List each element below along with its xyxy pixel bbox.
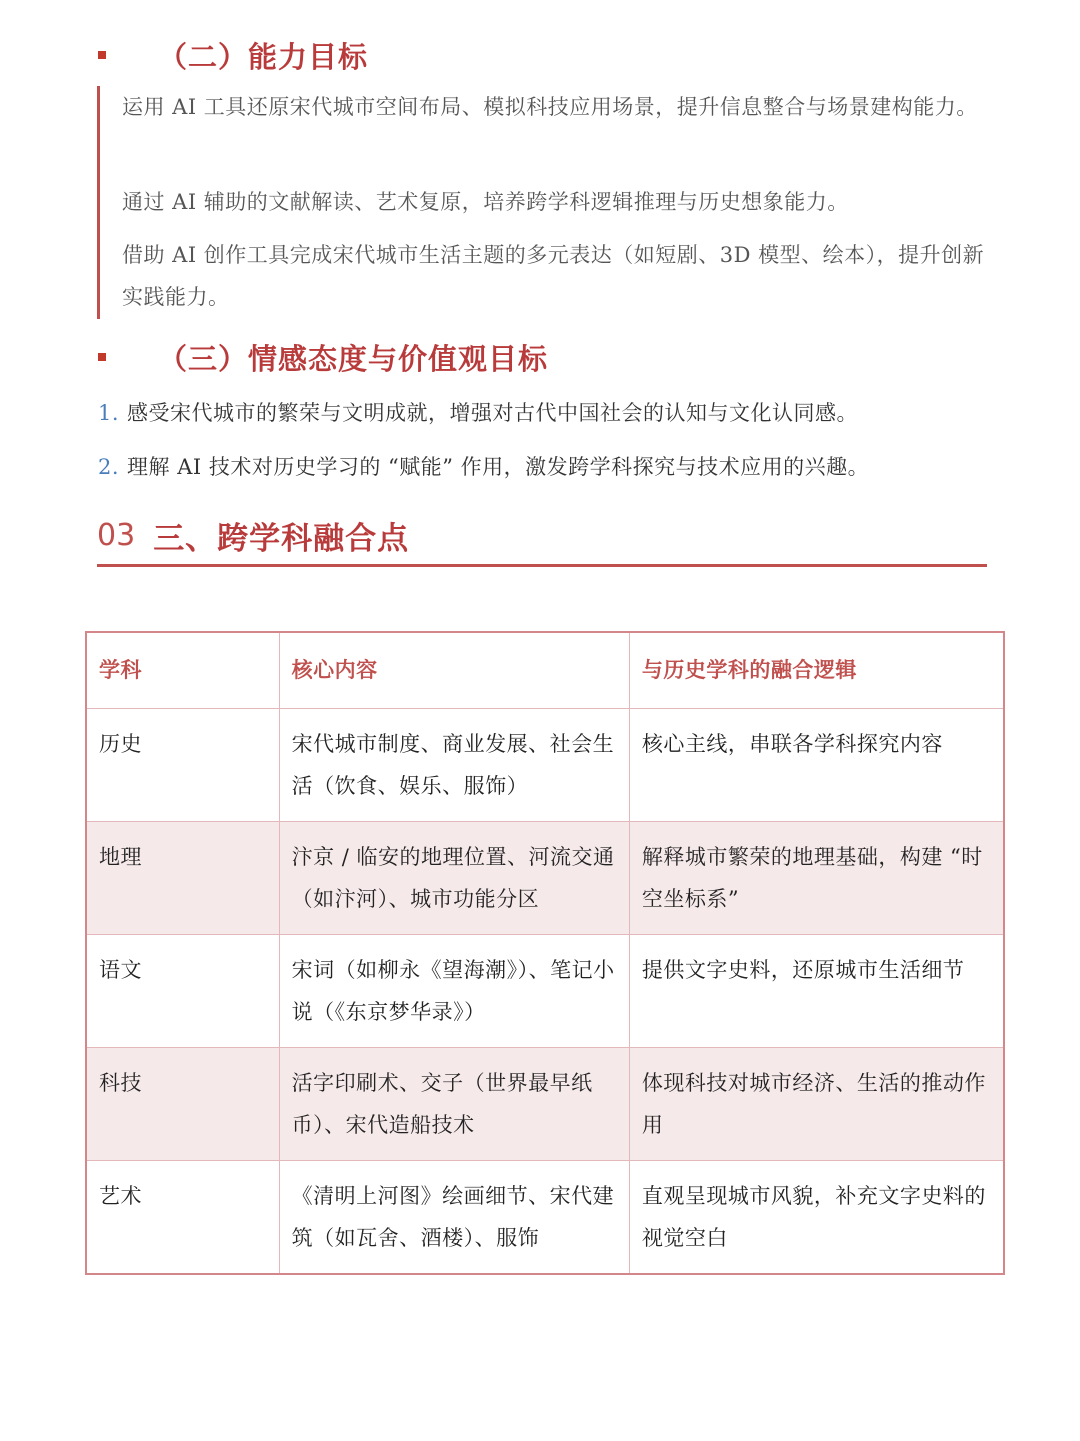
cell-subject: 语文 bbox=[86, 935, 279, 1048]
section-title: （二）能力目标 bbox=[158, 39, 369, 74]
section-heading-ability bbox=[98, 30, 368, 80]
table-row bbox=[86, 709, 1004, 822]
cell-fusion-logic: 体现科技对城市经济、生活的推动作用 bbox=[629, 1048, 1004, 1161]
table-header-row bbox=[86, 632, 1004, 709]
cell-subject: 艺术 bbox=[86, 1161, 279, 1275]
ability-paragraph: 运用 AI 工具还原宋代城市空间布局、模拟科技应用场景，提升信息整合与场景建构能力。 bbox=[122, 95, 978, 119]
table-row bbox=[86, 935, 1004, 1048]
cell-core-content: 《清明上河图》绘画细节、宋代建筑（如瓦舍、酒楼）、服饰 bbox=[279, 1161, 629, 1275]
chapter-title: 三、跨学科融合点 bbox=[153, 520, 410, 557]
cell-subject: 科技 bbox=[86, 1048, 279, 1161]
fusion-table bbox=[85, 631, 1005, 1275]
ability-paragraph: 借助 AI 创作工具完成宋代城市生活主题的多元表达（如短剧、3D 模型、绘本），提升创新实践能力。 bbox=[122, 243, 985, 309]
list-item-text: 理解 AI 技术对历史学习的 “赋能” 作用，激发跨学科探究与技术应用的兴趣。 bbox=[127, 455, 870, 479]
cell-fusion-logic: 解释城市繁荣的地理基础，构建 “时空坐标系” bbox=[629, 822, 1004, 935]
table-row bbox=[86, 1048, 1004, 1161]
list-item-text: 感受宋代城市的繁荣与文明成就，增强对古代中国社会的认知与文化认同感。 bbox=[127, 401, 859, 425]
table-row bbox=[86, 1161, 1004, 1275]
cell-fusion-logic: 提供文字史料，还原城市生活细节 bbox=[629, 935, 1004, 1048]
header-fusion-logic: 与历史学科的融合逻辑 bbox=[629, 632, 1004, 709]
cell-core-content: 宋代城市制度、商业发展、社会生活（饮食、娱乐、服饰） bbox=[279, 709, 629, 822]
list-item bbox=[98, 452, 998, 482]
section-title: （三）情感态度与价值观目标 bbox=[158, 341, 549, 376]
square-bullet-icon bbox=[98, 353, 106, 361]
cell-core-content: 活字印刷术、交子（世界最早纸币）、宋代造船技术 bbox=[279, 1048, 629, 1161]
table-row bbox=[86, 822, 1004, 935]
cell-fusion-logic: 核心主线，串联各学科探究内容 bbox=[629, 709, 1004, 822]
cell-fusion-logic: 直观呈现城市风貌，补充文字史料的视觉空白 bbox=[629, 1161, 1004, 1275]
chapter-number: 03 bbox=[97, 517, 136, 553]
section-heading-values bbox=[98, 332, 548, 382]
cell-subject: 历史 bbox=[86, 709, 279, 822]
cell-core-content: 宋词（如柳永《望海潮》）、笔记小说（《东京梦华录》） bbox=[279, 935, 629, 1048]
list-number: 1. bbox=[98, 401, 120, 425]
chapter-header bbox=[97, 506, 987, 567]
cell-subject: 地理 bbox=[86, 822, 279, 935]
ability-goals-block bbox=[97, 86, 990, 319]
header-subject: 学科 bbox=[86, 632, 279, 709]
square-bullet-icon bbox=[98, 51, 106, 59]
cell-core-content: 汴京 / 临安的地理位置、河流交通（如汴河）、城市功能分区 bbox=[279, 822, 629, 935]
list-item bbox=[98, 398, 998, 428]
list-number: 2. bbox=[98, 455, 120, 479]
header-core-content: 核心内容 bbox=[279, 632, 629, 709]
ability-paragraph: 通过 AI 辅助的文献解读、艺术复原，培养跨学科逻辑推理与历史想象能力。 bbox=[122, 190, 849, 214]
